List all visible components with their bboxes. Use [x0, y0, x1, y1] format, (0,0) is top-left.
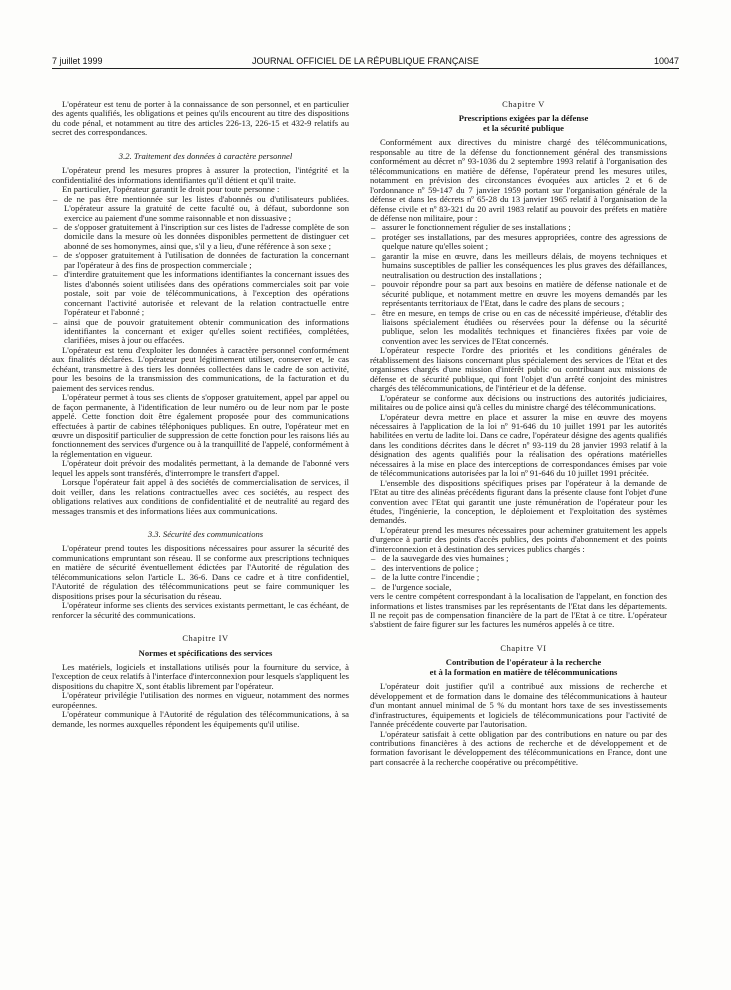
section-3-3-heading: 3.3. Sécurité des communications [147, 529, 264, 540]
paragraph: L'ensemble des dispositions spécifiques prises par l'opérateur à la demande de l'Etat au titre des alinéas précédents figurant dans la présente clause font l'objet d'une convention avec l'Etat qui garantit une juste rémunération de l'opérateur pour les études, l'ingénierie, la conception, le déploiement et l'exploitation des systèmes demandés. [370, 477, 667, 526]
list-item: – d'interdire gratuitement que les informations identifiantes la concernant issues des listes d'abonnés soient utilisées dans des opérations commerciales soit par voie postale, soit par voie de télécommunications, à l'exception des opérations concernant l'activité autorisée et relevant de la relation contractuelle entre l'opérateur et l'abonné ; [52, 270, 349, 317]
list-item: – de s'opposer gratuitement à l'utilisation de données de facturation la concernant par l'opérateur à des fins de prospection commerciale ; [52, 251, 349, 270]
list-item: – de l'urgence sociale, [370, 583, 667, 592]
paragraph: L'opérateur se conforme aux décisions ou instructions des autorités judiciaires, militaires ou de police ainsi qu'à celles du ministre chargé des télécommunications. [370, 392, 667, 413]
list-item: – de ne pas être mentionnée sur les listes d'abonnés ou d'utilisateurs publiées. L'opérateur assure la gratuité de cette faculté ou, à défaut, subordonne son exercice au paiement d'une somme raisonnable et non dissuasive ; [52, 195, 349, 223]
chapter-5-title-line1: Prescriptions exigées par la défense [458, 113, 589, 124]
list-item: – des interventions de police ; [370, 564, 667, 573]
paragraph: L'opérateur prend les mesures nécessaires pour acheminer gratuitement les appels d'urgence à partir des points d'accès publics, des points d'abonnement et des points d'interconnexion et à destination des services publics chargés : [370, 524, 667, 554]
paragraph: L'opérateur respecte l'ordre des priorités et les conditions générales de rétablissement des liaisons concernant plus spécialement des services de l'Etat et des organismes chargés d'une mission d'intérêt public ou contribuant aux missions de défense et de sécurité publique, qui font l'objet d'un arrêté conjoint des ministres chargés des télécommunications, de l'intérieur et de la défense. [370, 345, 667, 394]
header-journal-title: JOURNAL OFFICIEL DE LA RÉPUBLIQUE FRANÇAISE [252, 56, 479, 66]
paragraph: Les matériels, logiciels et installations utilisés pour la fourniture du service, à l'exception de ceux relatifs à l'interface d'interconnexion pour lesquels s'appliquent les dispositions du chapitre X, sont établis librement par l'opérateur. [52, 662, 349, 691]
list-item: – de la sauvegarde des vies humaines ; [370, 554, 667, 563]
paragraph: En particulier, l'opérateur garantit le droit pour toute personne : [62, 184, 280, 195]
paragraph: L'opérateur est tenu d'exploiter les données à caractère personnel conformément aux finalités déclarées. L'opérateur peut légitimement utiliser, conserver et, le cas échéant, transmettre à des tiers les données collectées dans le cadre de son activité, pour les besoins de la transmission des communications, de la facturation et du paiement des services rendus. [52, 344, 349, 393]
chapter-4-title: Normes et spécifications des services [138, 647, 273, 658]
paragraph: L'opérateur devra mettre en place et assurer la mise en œuvre des moyens nécessaires à l'application de la loi nº 91-646 du 10 juillet 1991 par les autorités habilitées en vertu de ladite loi. Dans ce cadre, l'opérateur désigne des agents qualifiés dans les conditions décrites dans le décret nº 93-119 du 28 janvier 1993 relatif à la désignation des agents qualifiés pour la réalisation des opérations matérielles nécessaires à la mise en place des interceptions de correspondances émises par voie de télécommunications autorisées par la loi nº 91-646 du 10 juillet 1991 précitée. [370, 411, 667, 479]
paragraph: vers le centre compétent correspondant à la localisation de l'appelant, en fonction des informations et listes transmises par les représentants de l'Etat dans les départements. Il ne reçoit pas de compensation financière de la part de l'Etat à ce titre. L'opérateur s'abstient de faire figurer sur les factures les numéros appelés à ce titre. [370, 591, 667, 630]
paragraph: Conformément aux directives du ministre chargé des télécommunications, responsable au titre de la défense du fonctionnement général des transmissions conformément au décret nº 93-1036 du 2 septembre 1993 relatif à l'organisation des télécommunications en matière de défense, l'opérateur prend les mesures utiles, notamment en prévision des circonstances évoquées aux articles 2 et 6 de l'ordonnance nº 59-147 du 7 janvier 1959 portant sur l'organisation générale de la défense et dans les décrets nº 65-28 du 13 janvier 1965 relatif à l'organisation de la défense civile et nº 83-321 du 20 avril 1983 relatif au pouvoir des préfets en matière de défense non militaire, pour : [370, 137, 667, 223]
paragraph: L'opérateur informe ses clients des services existants permettant, le cas échéant, de renforcer la sécurité des communications. [52, 600, 349, 620]
rights-list [52, 195, 349, 346]
paragraph: L'opérateur privilégie l'utilisation des normes en vigueur, notamment des normes européennes. [52, 690, 349, 710]
chapter-6-title-line2: et à la formation en matière de télécommunications [429, 666, 618, 677]
section-3-2-heading: 3.2. Traitement des données à caractère personnel [118, 150, 293, 161]
list-item: – garantir la mise en œuvre, dans les meilleurs délais, de moyens techniques et humains susceptibles de pallier les conséquences les plus graves des défaillances, neutralisation ou destruction des installations ; [370, 252, 667, 280]
paragraph: L'opérateur doit justifier qu'il a contribué aux missions de recherche et développement et de formation dans le domaine des télécommunications à hauteur d'un montant annuel minimal de 5 % du montant hors taxe de ses investissements d'infrastructures, équipements et logiciels de télécommunications pour l'activité de l'année précédente couverte par l'autorisation. [370, 681, 667, 730]
chapter-5-label: Chapitre V [502, 100, 545, 109]
list-item: – de la lutte contre l'incendie ; [370, 573, 667, 582]
header-rule [52, 68, 679, 69]
defense-measures-list [370, 223, 667, 346]
intro-paragraph: L'opérateur est tenu de porter à la connaissance de son personnel, et en particulier des agents qualifiés, les obligations et peines qu'ils encourent au titre des dispositions du code pénal, et notamment au titre des articles 226-13, 226-15 et 432-9 relatifs au secret des correspondances. [52, 99, 349, 138]
paragraph: L'opérateur satisfait à cette obligation par des contributions en nature ou par des contributions financières à des actions de recherche et de développement et de formation favorisant le développement des télécommunications en France, dont une part consacrée à la recherche coopérative ou précompétitive. [370, 728, 667, 767]
list-item: – assurer le fonctionnement régulier de ses installations ; [370, 223, 667, 232]
header-date: 7 juillet 1999 [52, 56, 103, 66]
chapter-5-title-line2: et la sécurité publique [483, 122, 564, 133]
list-item: – de s'opposer gratuitement à l'inscription sur ces listes de l'adresse complète de son domicile dans la mesure où les données disponibles permettent de distinguer cet abonné de ses homonymes, ainsi que, s'il y a lieu, d'une référence à son sexe ; [52, 223, 349, 251]
paragraph: Lorsque l'opérateur fait appel à des sociétés de commercialisation de services, il doit veiller, dans les relations contractuelles avec ces sociétés, au respect des obligations relatives aux conditions de confidentialité et de neutralité au regard des messages transmis et des informations liées aux communications. [52, 477, 349, 516]
header-page-number: 10047 [653, 56, 679, 66]
chapter-6-title-line1: Contribution de l'opérateur à la recherche [445, 657, 602, 668]
right-column [370, 100, 667, 767]
list-item: – ainsi que de pouvoir gratuitement obtenir communication des informations identifiantes la concernant et exiger qu'elles soient rectifiées, complétées, clarifiées, mises à jour ou effacées. [52, 318, 349, 346]
paragraph: L'opérateur prend toutes les dispositions nécessaires pour assurer la sécurité des communications empruntant son réseau. Il se conforme aux prescriptions techniques en matière de sécurité éventuellement édictées par l'Autorité de régulation des télécommunications selon l'article L. 36-6. Dans ce cadre et à titre confidentiel, l'Autorité de régulation des télécommunications peut se faire communiquer les dispositions prises pour la sécurisation du réseau. [52, 543, 349, 601]
paragraph: L'opérateur prend les mesures propres à assurer la protection, l'intégrité et la confidentialité des informations identifiantes qu'il détient et qu'il traite. [52, 165, 349, 185]
paragraph: L'opérateur doit prévoir des modalités permettant, à la demande de l'abonné vers lequel les appels sont transférés, d'interrompre le transfert d'appel. [52, 458, 349, 478]
left-column [52, 100, 349, 729]
list-item: – protéger ses installations, par des mesures appropriées, contre des agressions de quelque nature qu'elles soient ; [370, 233, 667, 252]
paragraph: L'opérateur permet à tous ses clients de s'opposer gratuitement, appel par appel ou de façon permanente, à l'identification de leur numéro ou de leur nom par le poste appelé. Cette fonction doit être également proposée pour des communications effectuées à partir de cabines téléphoniques publiques. En outre, l'opérateur met en œuvre un dispositif particulier de suppression de cette fonction pour les raisons liés au fonctionnement des services d'urgence ou à la tranquillité de l'appelé, conformément à la réglementation en vigueur. [52, 392, 349, 459]
list-item: – pouvoir répondre pour sa part aux besoins en matière de défense nationale et de sécurité publique, et notamment mettre en œuvre les moyens demandés par les représentants territoriaux de l'Etat, dans le cadre des plans de secours ; [370, 280, 667, 308]
list-item: – être en mesure, en temps de crise ou en cas de nécessité impérieuse, d'établir des liaisons spécialement étudiées ou réservées pour la défense ou la sécurité publique, selon les modalités techniques et financières fixées par voie de convention avec les services de l'Etat concernés. [370, 309, 667, 347]
chapter-4-label: Chapitre IV [182, 634, 229, 644]
emergency-services-list [370, 554, 667, 592]
chapter-6-label: Chapitre VI [500, 643, 547, 653]
paragraph: L'opérateur communique à l'Autorité de régulation des télécommunications, à sa demande, les normes auxquelles répondent les équipements qu'il utilise. [52, 709, 349, 729]
